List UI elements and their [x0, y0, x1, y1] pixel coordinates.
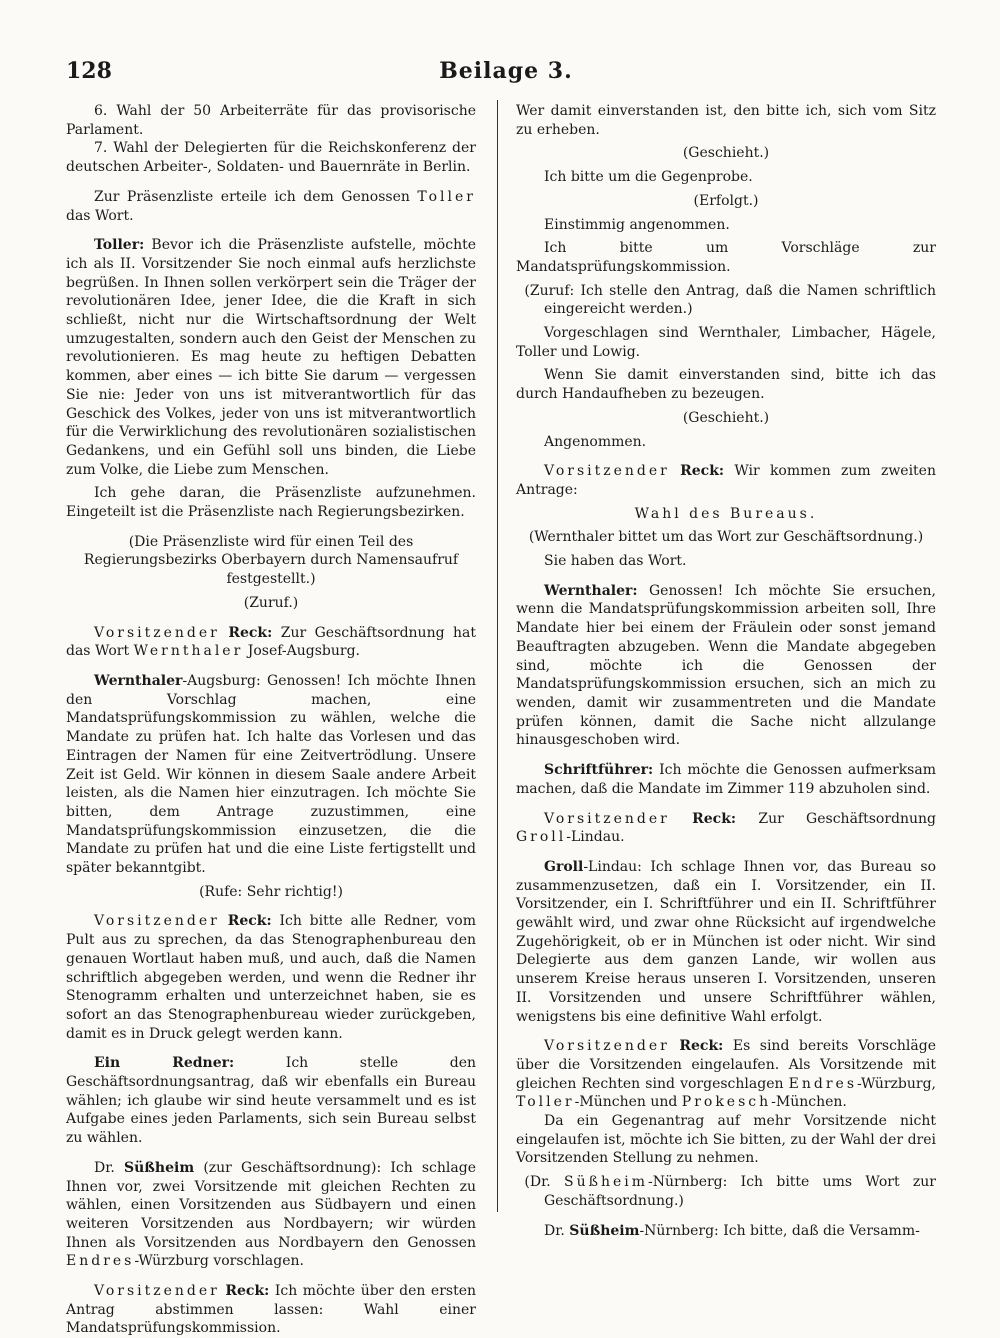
- text-segment: Reck:: [225, 1283, 270, 1300]
- paragraph: [516, 1173, 936, 1210]
- text-segment: Vorgeschlagen sind Wernthaler, Limbacher, Hägele, Toller und Lowig.: [516, 325, 936, 360]
- text-segment: Einstimmig angenommen.: [544, 216, 730, 233]
- column-divider: [497, 100, 498, 1212]
- text-segment: Wernthaler: [94, 672, 183, 689]
- text-segment: (Zuruf.): [243, 594, 299, 611]
- paragraph: [66, 624, 476, 661]
- paragraph: [516, 192, 936, 211]
- paragraph: [66, 883, 476, 902]
- page-number: 128: [66, 58, 112, 84]
- text-segment: Dr.: [94, 1159, 124, 1176]
- paragraph: [516, 433, 936, 452]
- paragraph: [66, 102, 476, 139]
- paragraph: [66, 594, 476, 613]
- text-segment: Ein Redner:: [94, 1055, 235, 1072]
- right-column: [516, 102, 936, 1240]
- paragraph: [516, 1112, 936, 1168]
- paragraph: [66, 188, 476, 225]
- text-segment: -Nürnberg: Ich bitte, daß die Versamm-: [639, 1222, 920, 1239]
- page-header: [66, 58, 946, 92]
- paragraph: [516, 168, 936, 187]
- text-segment: Ich möchte die Genossen aufmerksam machen, daß die Mandate im Zimmer 119 abzuholen sind.: [516, 762, 936, 797]
- text-segment: Genossen! Ich möchte Sie ersuchen, wenn die Mandatsprüfungskommission arbeiten soll, Ihre Mandate hier bei einem der Fräulein oder sonst jemand Beauftragten abzugeben. Wenn die Mandate abgegeben sind, möchte ich die Genossen der Mandatsprüfungskommission ersuchen, sich an mich zu wenden, damit wir zusammentreten und die Mandate prüfen können, damit die Sache nicht allzulange hinausgeschoben wird.: [516, 582, 936, 749]
- text-segment: -München.: [771, 1094, 847, 1111]
- text-segment: Dr.: [544, 1222, 570, 1239]
- text-segment: 6. Wahl der 50 Arbeiterräte für das provisorische Parlament.: [66, 103, 476, 138]
- paragraph: [66, 1054, 476, 1148]
- paragraph: [516, 102, 936, 139]
- text-segment: Da ein Gegenantrag auf mehr Vorsitzende nicht eingelaufen ist, möchte ich Sie bitten, zu der Wahl der drei Vorsitzenden Stellung zu nehmen.: [516, 1113, 936, 1167]
- paragraph: [516, 239, 936, 276]
- text-segment: Vorsitzender: [544, 463, 670, 480]
- paragraph: [66, 236, 476, 479]
- paragraph: [516, 582, 936, 750]
- paragraph: [66, 484, 476, 521]
- text-segment: Vorsitzender: [94, 624, 220, 641]
- text-segment: Ich bitte um Vorschläge zur Mandatsprüfungskommission.: [516, 240, 936, 275]
- text-segment: Groll: [544, 858, 584, 875]
- text-segment: Vorsitzender: [94, 913, 220, 930]
- text-segment: Toller: [516, 1094, 575, 1111]
- paragraph: [516, 858, 936, 1026]
- text-segment: Reck:: [227, 913, 272, 930]
- paragraph: [516, 409, 936, 428]
- text-segment: Groll: [516, 829, 567, 846]
- text-segment: (Die Präsenzliste wird für einen Teil des Regierungsbezirks Oberbayern durch Namensaufruf festgestellt.): [83, 533, 459, 588]
- text-segment: Wahl des Bureaus.: [634, 505, 818, 522]
- text-segment: Ich möchte über den ersten Antrag abstimmen lassen: Wahl einer Mandatsprüfungskommission.: [66, 1283, 477, 1337]
- page-title: Beilage 3.: [439, 58, 573, 84]
- text-segment: Wer damit einverstanden ist, den bitte ich, sich vom Sitz zu erheben.: [516, 103, 936, 138]
- text-segment: Endres: [788, 1075, 858, 1092]
- paragraph: [516, 552, 936, 571]
- paragraph: [516, 505, 936, 524]
- text-segment: 7. Wahl der Delegierten für die Reichskonferenz der deutschen Arbeiter-, Soldaten- und Bauernräte in Berlin.: [66, 140, 476, 176]
- text-segment: (Geschieht.): [682, 145, 770, 162]
- paragraph: [516, 1222, 936, 1241]
- text-segment: Wernthaler: [133, 643, 244, 660]
- paragraph: [516, 282, 936, 319]
- text-segment: Toller: [417, 188, 476, 205]
- paragraph: [66, 139, 476, 176]
- text-segment: Süßheim: [124, 1159, 195, 1176]
- text-segment: [220, 913, 228, 929]
- text-segment: Ich bitte um die Gegenprobe.: [544, 169, 753, 186]
- text-segment: das Wort.: [66, 207, 134, 224]
- text-segment: Schriftführer:: [544, 762, 654, 779]
- text-segment: Süßheim: [564, 1174, 649, 1191]
- paragraph: [66, 672, 476, 878]
- text-segment: Ich bitte alle Redner, vom Pult aus zu sprechen, da das Stenographenbureau den genauen Wortlaut haben muß, und auch, daß die Namen schriftlich abgegeben werden, und wenn die Redner ihr Stenogramm erhalten und unterzeichnet haben, sie es sofort an das Stenographenbureau wieder zurückgeben, damit es in Druck gelegt werden kann.: [66, 913, 476, 1042]
- paragraph: [66, 533, 476, 589]
- paragraph: [516, 761, 936, 798]
- text-segment: Süßheim: [569, 1222, 640, 1239]
- text-segment: [670, 463, 680, 479]
- text-segment: -Lindau.: [566, 829, 625, 846]
- text-segment: Prokesch: [681, 1094, 772, 1111]
- text-segment: Ich stelle den Geschäftsordnungsantrag, daß wir ebenfalls ein Bureau wählen; ich glaube wir sind heute versammelt und es ist Aufgabe eines jeden Parlaments, sich sein Bureau selbst zu wählen.: [66, 1055, 476, 1147]
- text-segment: Bevor ich die Präsenzliste aufstelle, möchte ich als II. Vorsitzender Sie noch einmal aufs herzlichste begrüßen. In Ihnen sollen verkörpert sein die Träger der revolutionären Idee, jener Idee, die die Kraft in sich schließt, nicht nur die Wirtschaftsordnung der Welt umzugestalten, sondern auch den Geist der Menschen zu revolutionieren. Es mag heute zu heftigen Debatten kommen, aber eines — ich bitte Sie darum — vergessen Sie nie: Jeder von uns ist mitverantwortlich für das Geschick des Volkes, jeder von uns ist mitverantwortlich für die Verwirklichung des revolutionären sozialistischen Gedankens, und ein Gefühl soll uns binden, die Liebe zum Volke, die Liebe zum Menschen.: [66, 237, 476, 478]
- text-segment: -Würzburg,: [857, 1075, 936, 1092]
- text-segment: -Nürnberg: Ich bitte ums Wort zur Geschäftsordnung.): [544, 1174, 937, 1209]
- paragraph: [516, 462, 936, 499]
- text-segment: (zur Geschäftsordnung): Ich schlage Ihnen vor, zwei Vorsitzende mit gleichen Rechten zu wählen, einen Vorsitzenden aus Südbayern und einen weiteren Vorsitzenden aus Nordbayern; wir würden Ihnen als Vorsitzenden aus Nordbayern den Genossen: [66, 1159, 476, 1251]
- text-segment: Josef-Augsburg.: [243, 643, 361, 660]
- text-segment: Reck:: [228, 624, 273, 641]
- text-segment: [670, 811, 692, 827]
- text-segment: -Würzburg vorschlagen.: [134, 1253, 304, 1270]
- text-segment: -München und: [574, 1094, 682, 1111]
- text-segment: Wenn Sie damit einverstanden sind, bitte ich das durch Handaufheben zu bezeugen.: [516, 367, 936, 403]
- paragraph: [516, 216, 936, 235]
- text-segment: Vorsitzender: [544, 1038, 670, 1055]
- text-segment: (Wernthaler bittet um das Wort zur Geschäftsordnung.): [528, 529, 924, 546]
- left-column: [66, 102, 476, 1338]
- text-segment: Toller:: [94, 237, 145, 254]
- text-segment: Reck:: [679, 1038, 724, 1055]
- text-segment: (Geschieht.): [682, 409, 770, 426]
- text-segment: [670, 1038, 680, 1054]
- paragraph: [516, 810, 936, 847]
- text-segment: -Lindau: Ich schlage Ihnen vor, das Bureau so zusammenzusetzen, daß ein I. Vorsitzender, ein II. Vorsitzender, ein I. Schriftführer und ein II. Schriftführer gewählt wird, und zwar ohne Rücksicht auf irgendwelche Zugehörigkeit, ob er in München ist oder nicht. Wir sind Delegierte aus dem ganzen Lande, wir wollen aus unserem Kreise heraus unseren I. Vorsitzenden, unseren II. Vorsitzenden und unsere Schriftführer wählen, wenigstens bis eine definitive Wahl erfolgt.: [516, 858, 936, 1025]
- text-segment: -Augsburg: Genossen! Ich möchte Ihnen den Vorschlag machen, eine Mandatsprüfungskommission zu wählen, welche die Mandate zu prüfen hat. Ich halte das Vorlesen und das Eintragen der Namen für eine Zeitvertrödlung. Unsere Zeit ist Geld. Wir können in diesem Saale andere Arbeit leisten, als die Namen hier einzutragen. Ich möchte Sie bitten, dem Antrage zuzustimmen, eine Mandatsprüfungskommission einzusetzen, die die Mandate zu prüfen hat und die eine Liste fertigstellt und später bekanntgibt.: [66, 672, 476, 877]
- text-segment: (Erfolgt.): [693, 192, 759, 209]
- paragraph: [516, 1037, 936, 1112]
- text-segment: Zur Geschäftsordnung hat das Wort: [66, 624, 476, 660]
- text-segment: Vorsitzender: [544, 810, 670, 827]
- text-segment: Reck:: [692, 810, 737, 827]
- paragraph: [66, 1282, 476, 1338]
- text-segment: Endres: [66, 1253, 135, 1270]
- paragraph: [516, 366, 936, 403]
- paragraph: [66, 912, 476, 1043]
- text-segment: Sie haben das Wort.: [544, 553, 687, 570]
- paragraph: [516, 528, 936, 547]
- text-segment: Reck:: [680, 463, 725, 480]
- paragraph: [66, 1159, 476, 1271]
- text-segment: Angenommen.: [544, 433, 647, 450]
- text-segment: Wernthaler:: [544, 582, 638, 599]
- text-segment: (Dr.: [524, 1174, 565, 1191]
- text-segment: Es sind bereits Vorschläge über die Vorsitzenden eingelaufen. Als Vorsitzende mit gleichen Rechten sind vorgeschlagen: [516, 1038, 937, 1092]
- text-segment: Zur Geschäftsordnung: [736, 810, 937, 827]
- text-segment: (Rufe: Sehr richtig!): [199, 883, 343, 900]
- text-segment: Ich gehe daran, die Präsenzliste aufzunehmen. Eingeteilt ist die Präsenzliste nach Regierungsbezirken.: [66, 485, 476, 521]
- text-segment: Zur Präsenzliste erteile ich dem Genossen: [94, 188, 418, 205]
- text-segment: (Zuruf: Ich stelle den Antrag, daß die Namen schriftlich eingereicht werden.): [524, 282, 936, 318]
- text-segment: Wir kommen zum zweiten Antrage:: [516, 463, 936, 498]
- paragraph: [516, 324, 936, 361]
- text-segment: Vorsitzender: [94, 1283, 220, 1300]
- paragraph: [516, 144, 936, 163]
